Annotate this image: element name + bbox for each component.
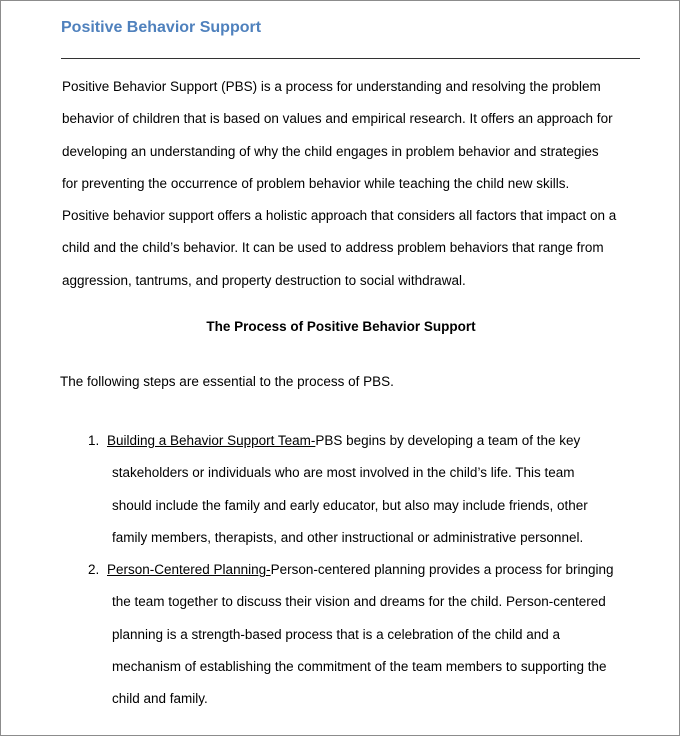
step-line: family members, therapists, and other instructional or administrative personnel. bbox=[112, 529, 584, 545]
section-heading: The Process of Positive Behavior Support bbox=[206, 319, 476, 334]
step-line: the team together to discuss their vision and dreams for the child. Person-centered bbox=[112, 594, 606, 610]
step-line: stakeholders or individuals who are most involved in the child’s life. This team bbox=[112, 465, 575, 481]
step-title-link[interactable]: Person-Centered Planning- bbox=[107, 562, 271, 578]
intro-line: for preventing the occurrence of problem behavior while teaching the child new skills. bbox=[62, 175, 570, 191]
step-item bbox=[88, 554, 658, 715]
step-item bbox=[88, 425, 658, 554]
step-first-line bbox=[107, 554, 658, 586]
title-divider bbox=[61, 58, 640, 59]
step-first-line bbox=[107, 425, 658, 457]
lead-text: The following steps are essential to the process of PBS. bbox=[60, 374, 394, 389]
steps-list bbox=[88, 425, 658, 716]
step-line: planning is a strength-based process that is a celebration of the child and a bbox=[112, 626, 561, 642]
intro-line: Positive behavior support offers a holistic approach that considers all factors that impact on a bbox=[62, 208, 617, 224]
document-title: Positive Behavior Support bbox=[61, 19, 262, 36]
step-number: 2. bbox=[88, 562, 100, 578]
intro-paragraph bbox=[62, 71, 642, 297]
step-number: 1. bbox=[88, 433, 100, 448]
intro-line: child and the child’s behavior. It can be used to address problem behaviors that range from bbox=[62, 240, 604, 256]
step-line: mechanism of establishing the commitment of the team members to supporting the bbox=[112, 659, 607, 675]
step-line: child and family. bbox=[112, 691, 208, 707]
intro-line: developing an understanding of why the child engages in problem behavior and strategies bbox=[62, 143, 599, 159]
step-text: Person-centered planning provides a process for bringing bbox=[270, 562, 614, 578]
intro-line: behavior of children that is based on values and empirical research. It offers an approach for bbox=[62, 111, 613, 127]
intro-line: aggression, tantrums, and property destruction to social withdrawal. bbox=[62, 272, 466, 288]
intro-line: Positive Behavior Support (PBS) is a process for understanding and resolving the problem bbox=[62, 79, 601, 94]
step-text: PBS begins by developing a team of the key bbox=[315, 433, 581, 448]
step-title-link[interactable]: Building a Behavior Support Team- bbox=[107, 433, 316, 448]
step-line: should include the family and early educator, but also may include friends, other bbox=[112, 497, 588, 513]
